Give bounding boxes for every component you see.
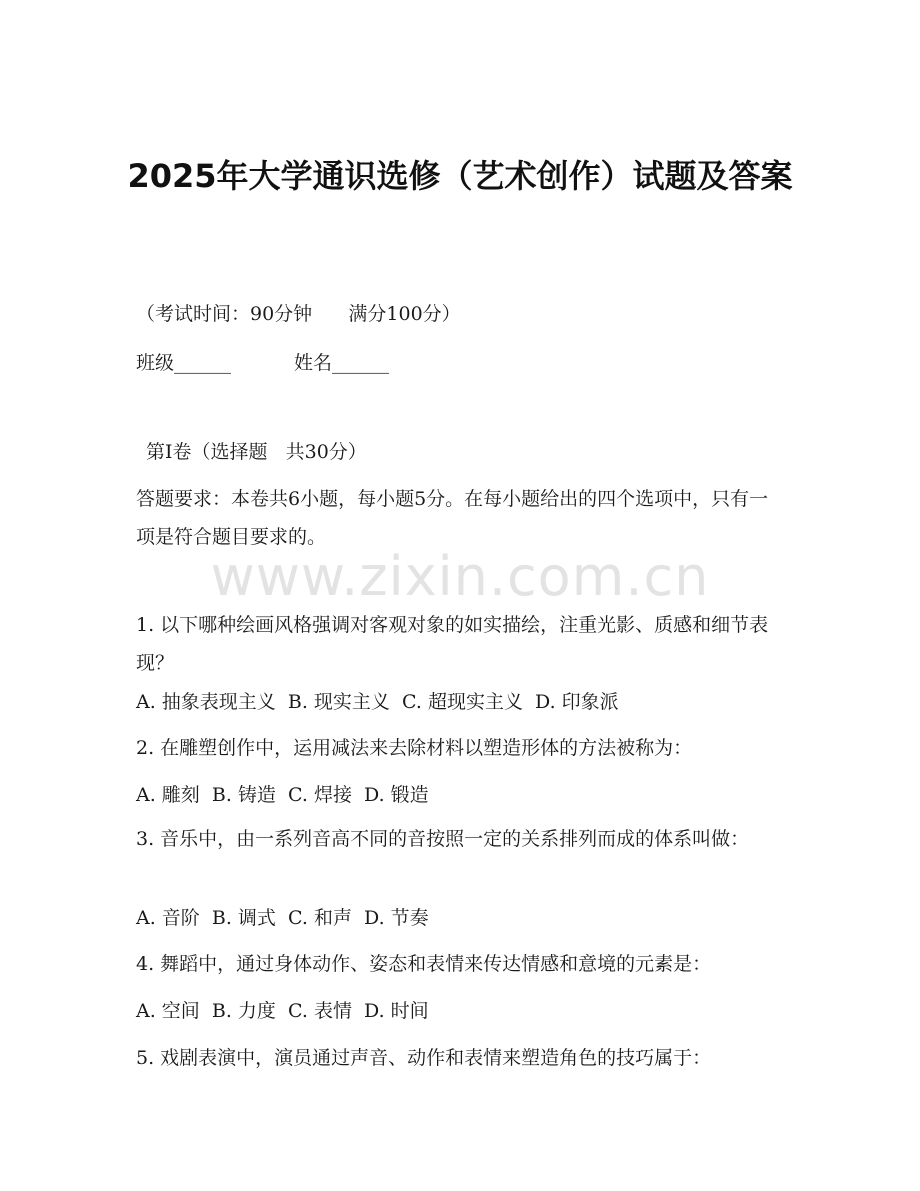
section-instructions: 答题要求：本卷共6小题，每小题5分。在每小题给出的四个选项中，只有一项是符合题目要求的。 bbox=[136, 488, 769, 548]
page-title: 2025年大学通识选修（艺术创作）试题及答案 bbox=[127, 157, 793, 195]
question-5-stem: 5. 戏剧表演中，演员通过声音、动作和表情来塑造角色的技巧属于： bbox=[136, 1047, 712, 1069]
question-3-stem: 3. 音乐中，由一系列音高不同的音按照一定的关系排列而成的体系叫做： bbox=[136, 828, 750, 850]
section-heading: 第I卷（选择题 共30分） bbox=[146, 441, 367, 463]
question-1-stem: 1. 以下哪种绘画风格强调对客观对象的如实描绘，注重光影、质感和细节表现？ bbox=[136, 614, 769, 674]
question-2-options: A. 雕刻 B. 铸造 C. 焊接 D. 锻造 bbox=[136, 784, 429, 806]
question-3-options: A. 音阶 B. 调式 C. 和声 D. 节奏 bbox=[136, 907, 429, 929]
question-4-stem: 4. 舞蹈中，通过身体动作、姿态和表情来传达情感和意境的元素是： bbox=[136, 953, 712, 975]
question-4-options: A. 空间 B. 力度 C. 表情 D. 时间 bbox=[136, 1000, 429, 1022]
exam-info: （考试时间：90分钟 满分100分） bbox=[136, 303, 461, 325]
class-field: 班级______ bbox=[136, 352, 232, 374]
question-1-options: A. 抽象表现主义 B. 现实主义 C. 超现实主义 D. 印象派 bbox=[136, 691, 619, 713]
question-2-stem: 2. 在雕塑创作中，运用减法来去除材料以塑造形体的方法被称为： bbox=[136, 737, 693, 759]
watermark: www.zixin.com.cn bbox=[210, 545, 710, 608]
name-field: 姓名______ bbox=[294, 352, 390, 374]
